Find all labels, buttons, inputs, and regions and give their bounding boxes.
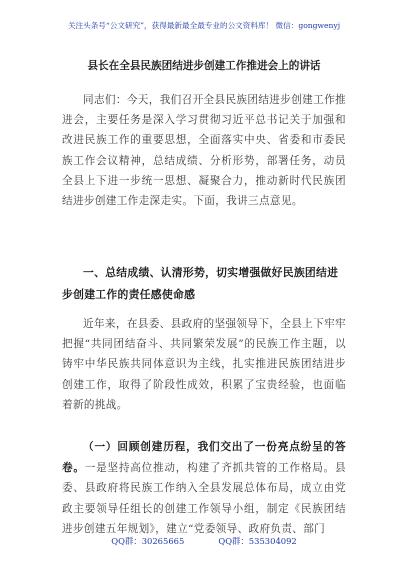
- footer-qq-group-1: QQ群：30265665: [111, 536, 185, 546]
- opening-paragraph: 同志们：今天，我们召开全县民族团结进步创建工作推进会，主要任务是深入学习贯彻习近平总书记关于加强和改进民族工作的重要思想，全面落实中央、省委和市委民族工作会议精神，总结成绩、分析形势，部署任务，动员全县上下进一步统一思想、凝聚合力，推动新时代民族团结进步创建工作走深走实。下面，我讲三点意见。: [62, 94, 346, 208]
- section-paragraph: 近年来，在县委、县政府的坚强领导下，全县上下牢牢把握“共同团结奋斗、共同繁荣发展”的民族工作主题，以铸牢中华民族共同体意识为主线，扎实推进民族团结进步创建工作，取得了阶段性成效，积累了宝贵经验，也面临着新的挑战。: [62, 318, 346, 411]
- subsection-text: 一是坚持高位推动，构建了齐抓共管的工作格局。县委、县政府将民族工作纳入全县发展总体布局，成立由党政主要领导任组长的创建工作领导小组，制定《民族团结进步创建五年规划》，建立“党委领导、政府负责、部门: [62, 461, 346, 536]
- footer-contact: [0, 535, 408, 547]
- section-heading: 一、总结成绩、认清形势，切实增强做好民族团结进步创建工作的责任感使命感: [62, 266, 339, 301]
- footer-qq-group-2: QQ群：535304092: [218, 536, 297, 546]
- subsection-paragraph: [62, 437, 346, 540]
- document-title: 县长在全县民族团结进步创建工作推进会上的讲话: [87, 60, 321, 72]
- subsection-heading: （一）回顾创建历程，我们交出了一份亮点纷呈的答卷。: [62, 441, 346, 474]
- header-banner: 关注头条号“公文研究”，获得最新最全最专业的公文资料库！ 微信：gongwenyj: [67, 21, 341, 30]
